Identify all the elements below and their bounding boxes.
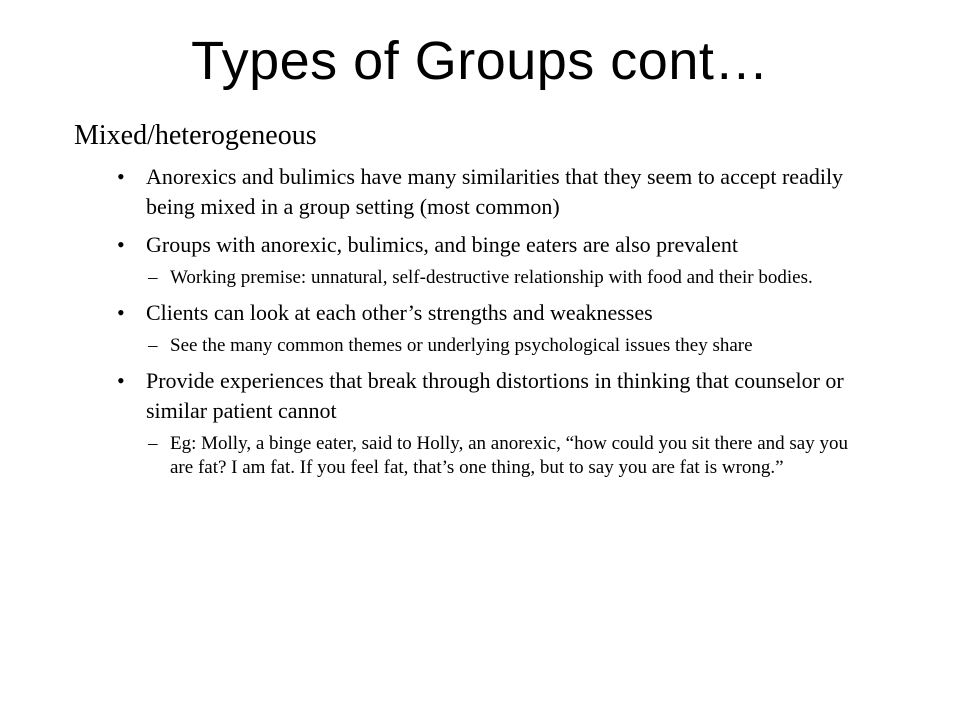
bullet-text: Provide experiences that break through distortions in thinking that counselor or similar patient cannot <box>146 368 844 423</box>
bullet-item-2 <box>74 230 874 290</box>
sub-bullet-text: Working premise: unnatural, self-destructive relationship with food and their bodies. <box>170 267 813 288</box>
sub-bullet-item <box>122 432 874 480</box>
sub-bullet-marker: – <box>148 267 158 288</box>
sub-bullet-list <box>146 334 874 358</box>
sub-bullet-list <box>146 432 874 480</box>
sub-bullet-marker: – <box>148 433 158 454</box>
bullet-item-1 <box>74 162 874 222</box>
bullet-item-3 <box>74 298 874 358</box>
slide-content <box>74 118 874 488</box>
sub-bullet-item <box>122 334 874 358</box>
bullet-marker: • <box>117 368 125 393</box>
slide-title: Types of Groups cont… <box>191 31 769 91</box>
sub-bullet-text: Eg: Molly, a binge eater, said to Holly, an anorexic, “how could you sit there and say you are fat? I am fat. If you feel fat, that’s one thing, but to say you are fat is wrong.” <box>170 433 848 478</box>
section-heading: Mixed/heterogeneous <box>74 120 317 151</box>
bullet-text: Clients can look at each other’s strengths and weaknesses <box>146 300 653 325</box>
bullet-list <box>74 162 874 480</box>
sub-bullet-item <box>122 266 874 290</box>
bullet-marker: • <box>117 232 125 257</box>
bullet-marker: • <box>117 164 125 189</box>
sub-bullet-marker: – <box>148 335 158 356</box>
sub-bullet-text: See the many common themes or underlying psychological issues they share <box>170 335 753 356</box>
bullet-text: Anorexics and bulimics have many similarities that they seem to accept readily being mixed in a group setting (most common) <box>146 164 844 219</box>
bullet-item-4 <box>74 366 874 480</box>
bullet-marker: • <box>117 300 125 325</box>
sub-bullet-list <box>146 266 874 290</box>
bullet-text: Groups with anorexic, bulimics, and binge eaters are also prevalent <box>146 232 738 257</box>
